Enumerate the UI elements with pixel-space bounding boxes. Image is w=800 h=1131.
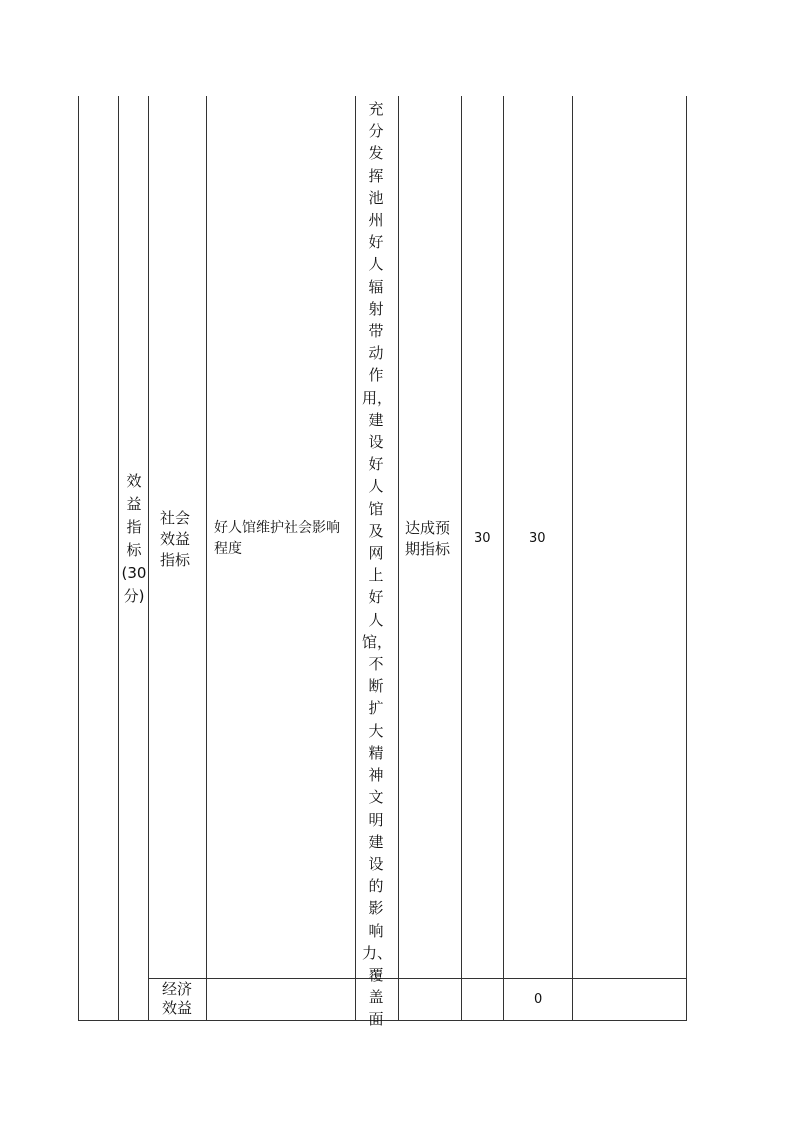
indicator-name-cell: 好人馆维护社会影响程度 — [214, 520, 340, 557]
grid-line-v2 — [118, 96, 119, 1021]
level2-economic-cell: 经济效益 — [162, 980, 193, 1017]
grid-line-v7 — [461, 96, 462, 1021]
grid-line-v4 — [206, 96, 207, 1021]
grid-line-v6 — [398, 96, 399, 1021]
level1-indicator-cell: 效益指标(30分) — [121, 472, 147, 605]
grid-line-v8 — [503, 96, 504, 1021]
score-cell: 30 — [529, 531, 546, 546]
grid-line-v5 — [355, 96, 356, 1021]
grid-line-v1 — [78, 96, 79, 1021]
weight-cell: 30 — [474, 531, 491, 546]
grid-line-v3 — [148, 96, 149, 1021]
target-value-cell: 充分发挥池州好人辐射带动作用，建设好人馆及网上好人馆，不断扩大精神文明建设的影响力、覆盖面 — [362, 100, 393, 1029]
grid-line-v9 — [572, 96, 573, 1021]
actual-value-cell: 达成预期指标 — [405, 519, 451, 558]
economic-score-cell: 0 — [534, 992, 543, 1007]
grid-line-v10 — [686, 96, 687, 1021]
level2-social-cell: 社会效益指标 — [160, 509, 191, 569]
grid-line-h-mid — [148, 978, 687, 979]
